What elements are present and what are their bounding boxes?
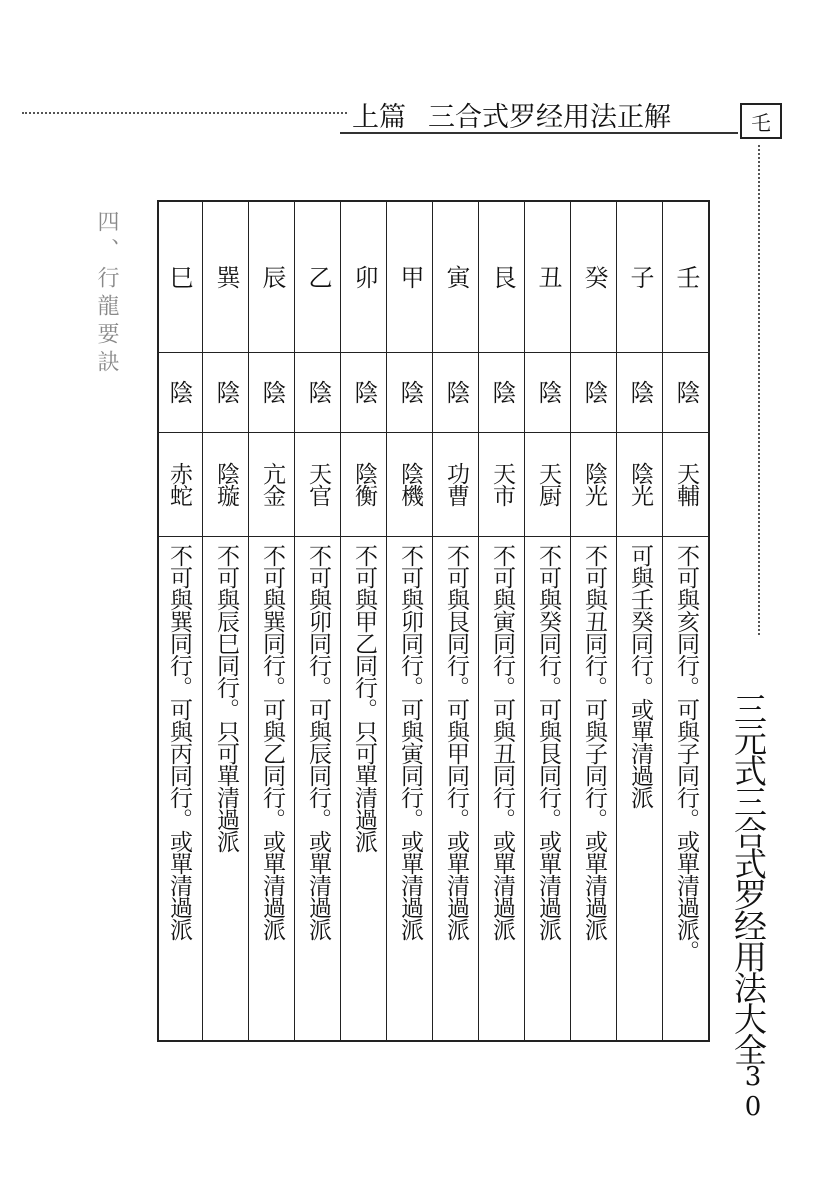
table-column <box>432 202 478 1040</box>
table-column <box>386 202 432 1040</box>
page-number-text: 30 <box>738 1062 768 1122</box>
cell-stem: 寅 <box>442 265 470 289</box>
table-column <box>478 202 524 1040</box>
cell-stem: 艮 <box>488 265 516 289</box>
table-column <box>294 202 340 1040</box>
cell-rule: 不可與巽同行。可與乙同行。或單清過派 <box>259 544 285 940</box>
section-heading: 四、行龍要訣 <box>94 210 119 378</box>
cell-star: 陰機 <box>397 462 423 506</box>
logo-glyph: 乇 <box>751 110 771 135</box>
cell-yin: 陰 <box>672 380 700 404</box>
header-dotted-rule <box>22 112 347 114</box>
cell-rule: 不可與丑同行。可與子同行。或單清過派 <box>581 544 607 940</box>
table-column <box>616 202 662 1040</box>
cell-yin: 陰 <box>165 380 193 404</box>
cell-yin: 陰 <box>350 380 378 404</box>
page-number <box>740 1062 770 1122</box>
side-dotted-rule <box>758 145 760 635</box>
cell-star: 陰光 <box>627 462 653 506</box>
cell-star: 赤蛇 <box>166 462 192 506</box>
table-column <box>524 202 570 1040</box>
cell-star: 功曹 <box>443 462 469 506</box>
cell-rule: 不可與卯同行。可與寅同行。或單清過派 <box>397 544 423 940</box>
cell-star: 亢金 <box>259 462 285 506</box>
cell-rule: 不可與亥同行。可與子同行。或單清過派。 <box>673 544 699 962</box>
cell-yin: 陰 <box>442 380 470 404</box>
cell-rule: 不可與艮同行。可與甲同行。或單清過派 <box>443 544 469 940</box>
cell-stem: 卯 <box>350 265 378 289</box>
yin-stem-table <box>157 200 710 1042</box>
cell-stem: 巽 <box>212 265 240 289</box>
cell-yin: 陰 <box>396 380 424 404</box>
cell-stem: 丑 <box>534 265 562 289</box>
table-column <box>202 202 248 1040</box>
cell-rule: 不可與癸同行。可與艮同行。或單清過派 <box>535 544 561 940</box>
cell-yin: 陰 <box>580 380 608 404</box>
cell-rule: 不可與辰巳同行。只可單清過派 <box>213 544 239 852</box>
cell-yin: 陰 <box>258 380 286 404</box>
table-column <box>340 202 386 1040</box>
book-logo-icon <box>740 103 782 139</box>
cell-yin: 陰 <box>488 380 516 404</box>
part-label: 上篇 <box>352 101 406 133</box>
cell-stem: 子 <box>626 265 654 289</box>
cell-star: 陰光 <box>581 462 607 506</box>
cell-rule: 不可與甲乙同行。只可單清過派 <box>351 544 377 852</box>
cell-rule: 不可與寅同行。可與丑同行。或單清過派 <box>489 544 515 940</box>
running-header <box>352 94 671 134</box>
cell-star: 天官 <box>305 462 331 506</box>
cell-stem: 辰 <box>258 265 286 289</box>
table-column <box>662 202 708 1040</box>
cell-yin: 陰 <box>534 380 562 404</box>
table-column <box>156 202 202 1040</box>
cell-star: 天市 <box>489 462 515 506</box>
cell-stem: 癸 <box>580 265 608 289</box>
cell-yin: 陰 <box>304 380 332 404</box>
chapter-title: 三合式罗经用法正解 <box>428 101 671 133</box>
cell-yin: 陰 <box>626 380 654 404</box>
cell-rule: 可與壬癸同行。或單清過派 <box>627 544 653 808</box>
table-column <box>570 202 616 1040</box>
book-title: 三元式三合式罗经用法大全 <box>729 692 768 1064</box>
cell-rule: 不可與巽同行。可與丙同行。或單清過派 <box>166 544 192 940</box>
cell-stem: 巳 <box>165 265 193 289</box>
cell-rule: 不可與卯同行。可與辰同行。或單清過派 <box>305 544 331 940</box>
cell-stem: 壬 <box>672 265 700 289</box>
cell-yin: 陰 <box>212 380 240 404</box>
cell-stem: 乙 <box>304 265 332 289</box>
table-column <box>248 202 294 1040</box>
cell-star: 天厨 <box>535 462 561 506</box>
header-rule <box>340 132 738 134</box>
cell-star: 陰璇 <box>213 462 239 506</box>
cell-stem: 甲 <box>396 265 424 289</box>
cell-star: 陰衡 <box>351 462 377 506</box>
cell-star: 天輔 <box>673 462 699 506</box>
